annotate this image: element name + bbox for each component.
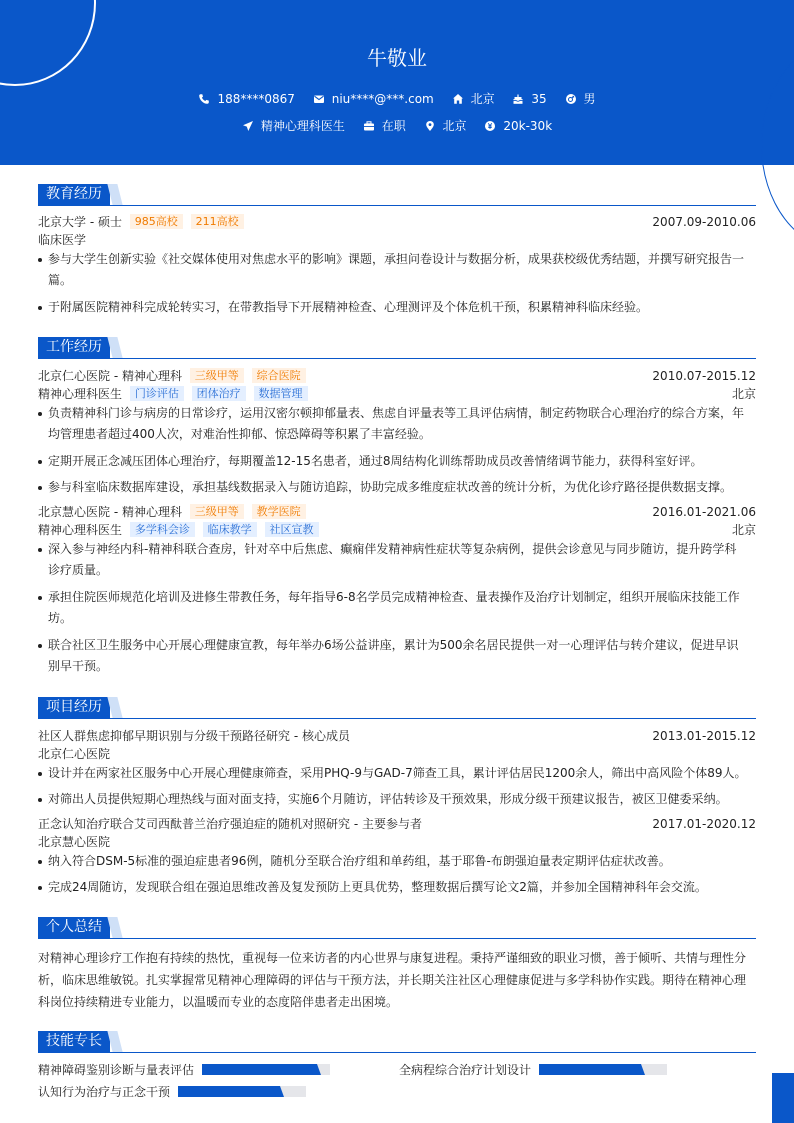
education-date: 2007.09-2010.06 [652, 215, 756, 229]
target-city-text: 北京 [442, 119, 467, 133]
work-city: 北京 [731, 387, 756, 401]
role-tag: 数据管理 [254, 386, 308, 401]
home-city-text: 北京 [470, 92, 495, 106]
contact-row [0, 90, 794, 108]
list-item: 深入参与神经内科-精神科联合查房，针对卒中后焦虑、癫痫伴发精神病性症状等复杂病例，提供会诊意见与同步随访，提升跨学科诊疗质量。 [38, 539, 748, 581]
project-org-text: 北京仁心医院 [38, 747, 111, 761]
skill-name: 认知行为治疗与正念干预 [38, 1085, 171, 1099]
section-divider [38, 938, 756, 939]
employment-status-info [363, 117, 406, 134]
org-tag: 三级甲等 [190, 504, 244, 519]
section-title-projects: 项目经历 [38, 697, 110, 718]
skill-bar [202, 1064, 330, 1075]
list-item: 负责精神科门诊与病房的日常诊疗，运用汉密尔顿抑郁量表、焦虑自评量表等工具评估病情，制定药物联合心理治疗的综合方案，年均管理患者超过400人次，对难治性抑郁、惊恐障碍等积累了丰富经验。 [38, 403, 748, 445]
skill-bar-fill [178, 1086, 278, 1097]
role-tag: 社区宣教 [265, 522, 319, 537]
age-info [512, 92, 546, 106]
home-city-info [452, 90, 495, 107]
skill-bar [539, 1064, 667, 1075]
section-title-work: 工作经历 [38, 337, 110, 358]
project-org [38, 745, 756, 763]
home-icon [452, 93, 464, 105]
section-title-skills: 技能专长 [38, 1031, 110, 1052]
work-org: 北京仁心医院 - 精神心理科 [38, 369, 182, 383]
cake-icon [512, 93, 524, 105]
project-title: 社区人群焦虑抑郁早期识别与分级干预路径研究 - 核心成员 [38, 729, 350, 743]
mail-icon [313, 93, 325, 105]
project-date: 2013.01-2015.12 [652, 729, 756, 743]
list-item: 于附属医院精神科完成轮转实习，在带教指导下开展精神检查、心理测评及个体危机干预，积累精神科临床经验。 [38, 297, 748, 318]
email-info [313, 92, 434, 106]
job-intent-row [0, 117, 794, 135]
send-icon [242, 120, 254, 132]
work-role [38, 521, 756, 539]
work-date: 2016.01-2021.06 [652, 505, 756, 519]
section-projects [38, 697, 756, 719]
org-tag: 三级甲等 [190, 368, 244, 383]
project-header [38, 727, 756, 745]
phone-icon [198, 93, 210, 105]
project-title: 正念认知治疗联合艾司西酞普兰治疗强迫症的随机对照研究 - 主要参与者 [38, 817, 422, 831]
school-degree: 北京大学 - 硕士 [38, 215, 122, 229]
work-city: 北京 [731, 523, 756, 537]
role-text: 精神心理科医生 [38, 523, 123, 537]
project-org-text: 北京慧心医院 [38, 835, 111, 849]
project-org [38, 833, 756, 851]
section-title-education: 教育经历 [38, 184, 110, 205]
skill-name: 精神障碍鉴别诊断与量表评估 [38, 1063, 195, 1077]
list-item: 纳入符合DSM-5标准的强迫症患者96例，随机分至联合治疗组和单药组，基于耶鲁-布朗强迫量表定期评估症状改善。 [38, 851, 748, 872]
candidate-name: 牛敬业 [367, 46, 427, 70]
briefcase-icon [363, 120, 375, 132]
salary-text: 20k-30k [503, 118, 553, 133]
section-skills [38, 1031, 756, 1053]
gender-icon [565, 93, 577, 105]
org-tag: 综合医院 [252, 368, 306, 383]
email-text: niu****@***.com [331, 91, 434, 106]
list-item: 定期开展正念减压团体心理治疗，每期覆盖12-15名患者，通过8周结构化训练帮助成员改善情绪调节能力，获得科室好评。 [38, 451, 748, 472]
list-item: 联合社区卫生服务中心开展心理健康宣教，每年举办6场公益讲座，累计为500余名居民提供一对一心理评估与转介建议，促进早识别早干预。 [38, 635, 748, 677]
salary-info [484, 119, 552, 133]
role-tag: 团体治疗 [192, 386, 246, 401]
phone-text: 188****0867 [217, 91, 295, 106]
target-position-text: 精神心理科医生 [260, 119, 345, 133]
skill-name: 全病程综合治疗计划设计 [399, 1063, 532, 1077]
gender-text: 男 [583, 92, 596, 106]
work-role [38, 385, 756, 403]
project-header [38, 815, 756, 833]
corner-accent [772, 1073, 794, 1123]
project-date: 2017.01-2020.12 [652, 817, 756, 831]
role-tag: 多学科会诊 [130, 522, 195, 537]
money-icon [484, 120, 496, 132]
list-item: 对筛出人员提供短期心理热线与面对面支持，实施6个月随访，评估转诊及干预效果，形成分级干预建议报告，被区卫健委采纳。 [38, 789, 748, 810]
list-item: 参与大学生创新实验《社交媒体使用对焦虑水平的影响》课题，承担问卷设计与数据分析，成果获校级优秀结题，并撰写研究报告一篇。 [38, 249, 748, 291]
skill-bar-fill [202, 1064, 315, 1075]
phone-info [198, 92, 294, 106]
section-work [38, 337, 756, 359]
list-item: 承担住院医师规范化培训及进修生带教任务，每年指导6-8名学员完成精神检查、量表操作及治疗计划制定，组织开展临床技能工作坊。 [38, 587, 748, 629]
location-icon [424, 120, 436, 132]
school-tag: 985高校 [130, 214, 183, 229]
section-divider [38, 358, 756, 359]
list-item: 完成24周随访，发现联合组在强迫思维改善及复发预防上更具优势，整理数据后撰写论文2篇，并参加全国精神科年会交流。 [38, 877, 748, 898]
role-tag: 门诊评估 [130, 386, 184, 401]
work-date: 2010.07-2015.12 [652, 369, 756, 383]
section-divider [38, 205, 756, 206]
major-text: 临床医学 [38, 233, 87, 247]
education-major [38, 231, 756, 249]
work-header [38, 367, 756, 385]
org-tag: 教学医院 [252, 504, 306, 519]
section-title-summary: 个人总结 [38, 917, 110, 938]
skill-bar-fill [539, 1064, 639, 1075]
target-position-info [242, 117, 345, 134]
gender-info [565, 90, 596, 107]
work-header [38, 503, 756, 521]
section-summary [38, 917, 756, 939]
target-city-info [424, 117, 467, 134]
education-header [38, 213, 756, 231]
section-divider [38, 1052, 756, 1053]
section-divider [38, 718, 756, 719]
employment-status-text: 在职 [381, 119, 406, 133]
skill-bar [178, 1086, 306, 1097]
work-org: 北京慧心医院 - 精神心理科 [38, 505, 182, 519]
list-item: 参与科室临床数据库建设，承担基线数据录入与随访追踪，协助完成多维度症状改善的统计分析，为优化诊疗路径提供数据支撑。 [38, 477, 748, 498]
role-tag: 临床教学 [203, 522, 257, 537]
school-tag: 211高校 [191, 214, 244, 229]
resume-header [0, 0, 794, 165]
age-text: 35 [531, 91, 547, 106]
role-text: 精神心理科医生 [38, 387, 123, 401]
summary-text: 对精神心理诊疗工作抱有持续的热忱，重视每一位来访者的内心世界与康复进程。秉持严谨细致的职业习惯，善于倾听、共情与理性分析，临床思维敏锐。扎实掌握常见精神心理障碍的评估与干预方法，并长期关注社区心理健康促进与多学科协作实践。期待在精神心理科岗位持续精进专业能力，以温暖而专业的态度陪伴患者走出困境。 [38, 951, 747, 1009]
list-item: 设计并在两家社区服务中心开展心理健康筛查，采用PHQ-9与GAD-7筛查工具，累计评估居民1200余人，筛出中高风险个体89人。 [38, 763, 748, 784]
section-education [38, 184, 756, 206]
